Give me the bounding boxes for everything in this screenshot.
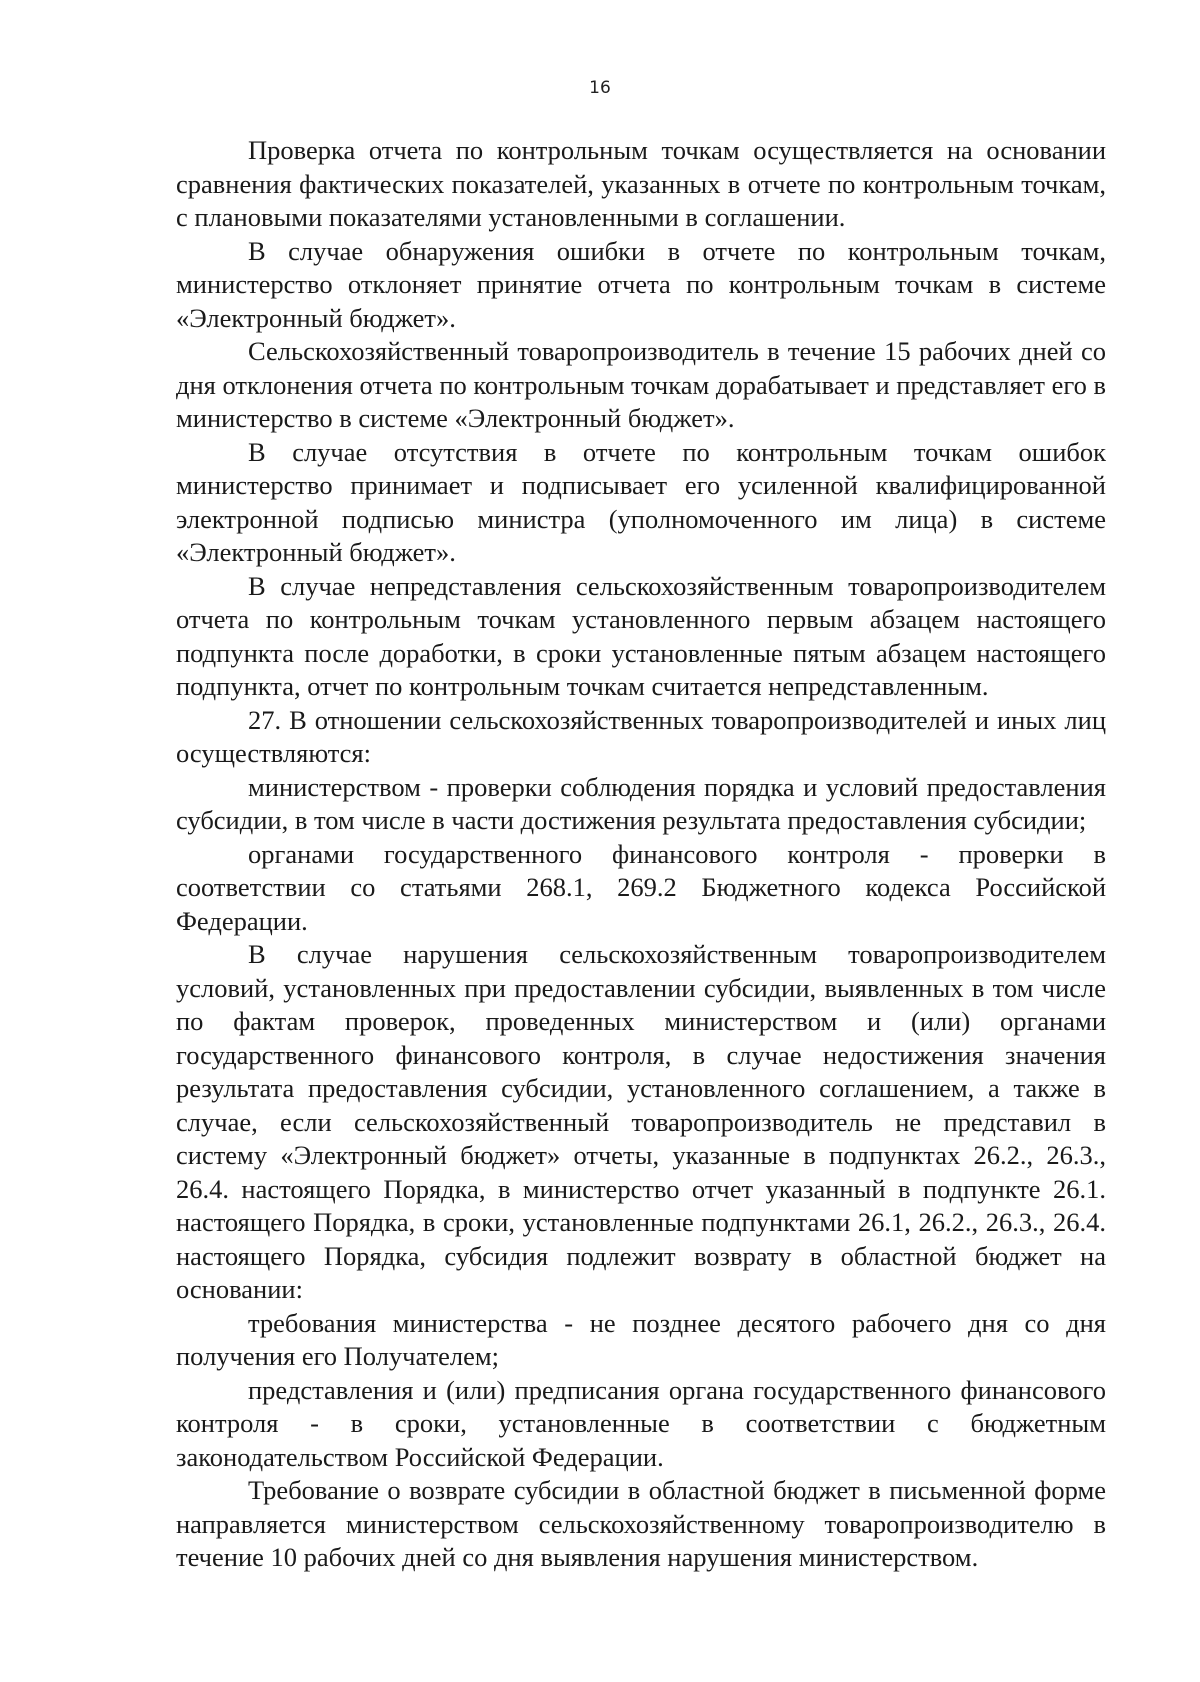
paragraph-subsidy-violation: В случае нарушения сельскохозяйственным товаропроизводителем условий, установленных при предоставлении субсидии, выявленных в том числе по фактам проверок, проведенных министерством и (или) органами государственного финансового контроля, в случае недостижения значения результата предоставления субсидии, установленного соглашением, а также в случае, если сельскохозяйственный товаропроизводитель не представил в систему «Электронный бюджет» отчеты, указанные в подпунктах 26.2., 26.3., 26.4. настоящего Порядка, в министерство отчет указанный в подпункте 26.1. настоящего Порядка, в сроки, установленные подпунктами 26.1, 26.2., 26.3., 26.4. настоящего Порядка, субсидия подлежит возврату в областной бюджет на основании: (176, 939, 1106, 1304)
page-number: 16 (589, 78, 611, 98)
paragraph-report-revision: Сельскохозяйственный товаропроизводитель в течение 15 рабочих дней со дня отклонения отчета по контрольным точкам дорабатывает и представляет его в министерство в системе «Электронный бюджет». (176, 336, 1106, 433)
paragraph-checkpoint-report-verification: Проверка отчета по контрольным точкам осуществляется на основании сравнения фактических показателей, указанных в отчете по контрольным точкам, с плановыми показателями установленными в соглашении. (176, 135, 1106, 232)
paragraph-report-rejection: В случае обнаружения ошибки в отчете по контрольным точкам, министерство отклоняет принятие отчета по контрольным точкам в системе «Электронный бюджет». (176, 235, 1106, 333)
paragraph-ministry-checks: министерством - проверки соблюдения порядка и условий предоставления субсидии, в том числе в части достижения результата предоставления субсидии; (176, 771, 1106, 835)
paragraph-report-not-submitted: В случае непредставления сельскохозяйственным товаропроизводителем отчета по контрольным точкам установленного первым абзацем настоящего подпункта после доработки, в сроки установленные пятым абзацем настоящего подпункта, отчет по контрольным точкам считается непредставленным. (176, 570, 1106, 701)
document-body (176, 134, 1106, 1575)
paragraph-report-acceptance: В случае отсутствия в отчете по контрольным точкам ошибок министерство принимает и подписывает его усиленной квалифицированной электронной подписью министра (уполномоченного им лица) в системе «Электронный бюджет». (176, 436, 1106, 567)
paragraph-financial-control-checks: органами государственного финансового контроля - проверки в соответствии со статьями 268.1, 269.2 Бюджетного кодекса Российской Федерации. (176, 838, 1106, 936)
paragraph-ministry-requirement: требования министерства - не позднее десятого рабочего дня со дня получения его Получателем; (176, 1307, 1106, 1371)
paragraph-clause-27: 27. В отношении сельскохозяйственных товаропроизводителей и иных лиц осуществляются: (176, 704, 1106, 768)
paragraph-control-order: представления и (или) предписания органа государственного финансового контроля - в сроки, установленные в соответствии с бюджетным законодательством Российской Федерации. (176, 1374, 1106, 1472)
paragraph-refund-requirement: Требование о возврате субсидии в областной бюджет в письменной форме направляется министерством сельскохозяйственному товаропроизводителю в течение 10 рабочих дней со дня выявления нарушения министерством. (176, 1475, 1106, 1572)
